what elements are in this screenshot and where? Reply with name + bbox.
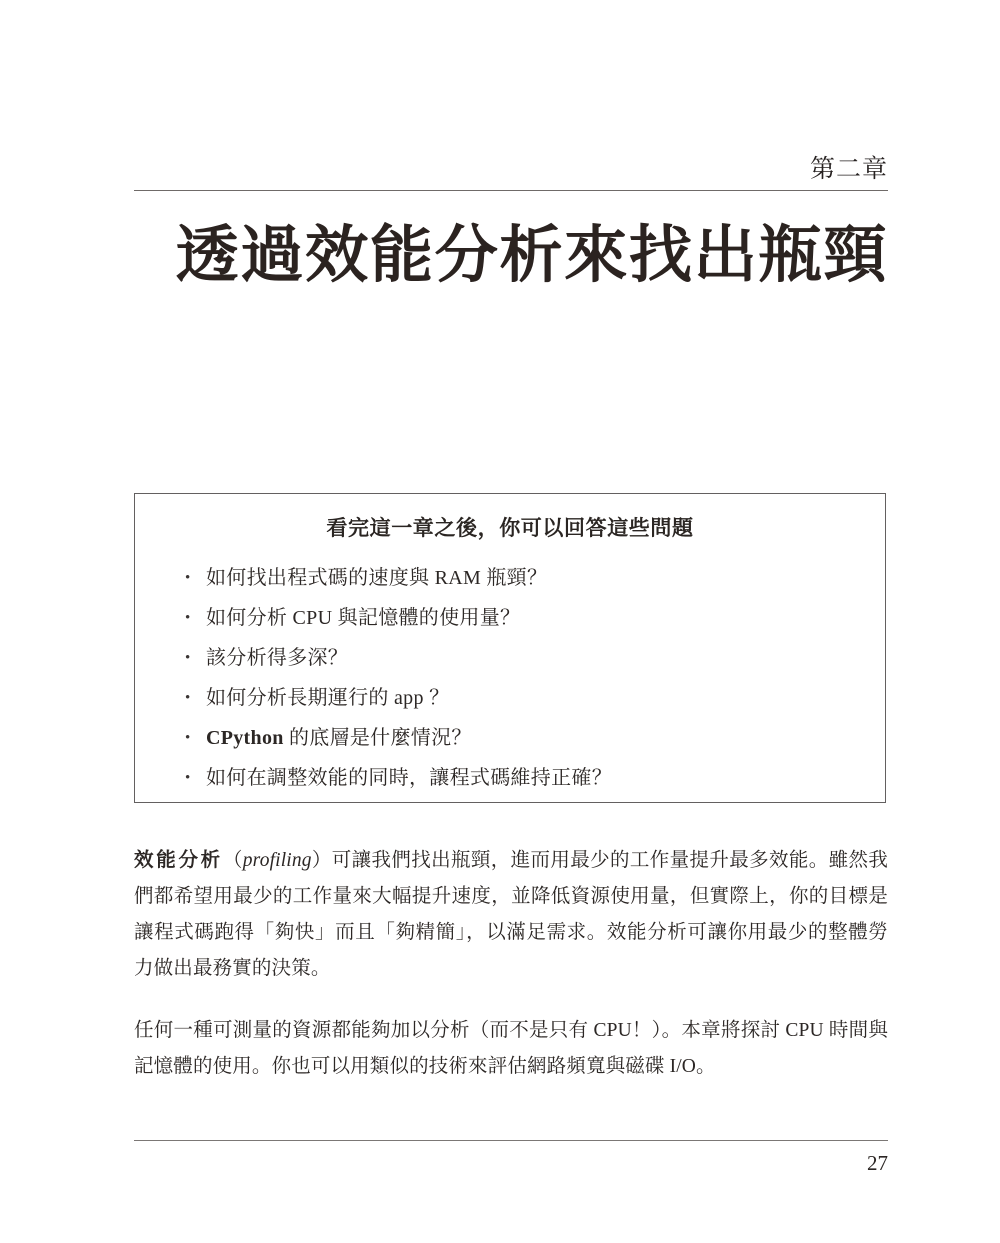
list-item (185, 558, 885, 598)
bullet-icon: • (185, 570, 191, 586)
list-item-label: 的底層是什麼情況？ (288, 727, 472, 749)
list-item-label: 如何找出程式碼的速度與 RAM 瓶頸？ (206, 567, 548, 589)
paragraph-1-italic-term: profiling (242, 850, 312, 871)
list-item (185, 678, 885, 718)
paragraph-1 (134, 843, 888, 987)
list-item-label: 如何分析長期運行的 app ？ (206, 687, 450, 709)
list-item-label: 如何分析 CPU 與記憶體的使用量？ (206, 607, 521, 629)
page-number: 27 (867, 1151, 888, 1175)
paragraph-2: 任何一種可測量的資源都能夠加以分析（而不是只有 CPU！）。本章將探討 CPU 時間與記憶體的使用。你也可以用類似的技術來評估網路頻寬與磁碟 I/O。 (134, 1020, 888, 1077)
paragraph-1-open-paren: （ (222, 850, 243, 871)
paragraph-1-lead: 效能分析 (134, 850, 223, 871)
list-item (185, 598, 885, 638)
bullet-icon: • (185, 690, 191, 706)
list-item (185, 718, 885, 758)
bullet-icon: • (185, 650, 191, 666)
list-item (185, 758, 885, 798)
paragraph-1-rest: 可讓我們找出瓶頸，進而用最少的工作量提升最多效能。雖然我們都希望用最少的工作量來大幅提升速度，並降低資源使用量，但實際上，你的目標是讓程式碼跑得「夠快」而且「夠精簡」，以滿足需求。效能分析可讓你用最少的整體勞力做出最務實的決策。 (134, 850, 888, 979)
question-box-title: 看完這一章之後，你可以回答這些問題 (326, 517, 694, 540)
bullet-icon: • (185, 730, 191, 746)
list-item-emphasis: CPython (206, 727, 284, 749)
header-divider (134, 190, 888, 191)
footer-divider (134, 1140, 888, 1141)
bullet-icon: • (185, 610, 191, 626)
list-item-label: 如何在調整效能的同時，讓程式碼維持正確？ (206, 767, 612, 789)
question-box (134, 493, 886, 803)
chapter-label: 第二章 (809, 155, 888, 183)
question-list (135, 558, 885, 798)
body-copy (134, 843, 888, 1085)
list-item (185, 638, 885, 678)
list-item-label: 該分析得多深？ (206, 647, 349, 669)
chapter-header (134, 152, 888, 191)
bullet-icon: • (185, 770, 191, 786)
paragraph-1-close-paren: ） (311, 850, 332, 871)
page-title: 透過效能分析來找出瓶頸 (175, 221, 888, 290)
